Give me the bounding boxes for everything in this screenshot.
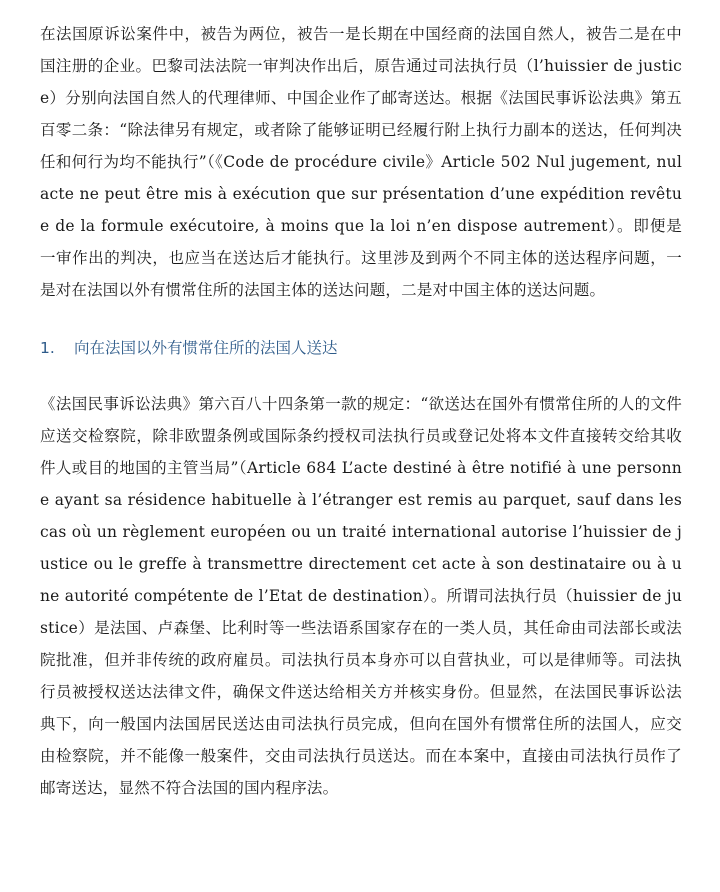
paragraph-2: 《法国民事诉讼法典》第六百八十四条第一款的规定：“欲送达在国外有惯常住所的人的文件应送交检察院，除非欧盟条例或国际条约授权司法执行员或登记处将本文件直接转交给其收件人或目的地国的主管当局”（Article 684 L’acte destiné à être notifié à une personne ayant sa résidence habituelle à l’étranger est remis au parquet, sauf dans les cas où un règlement européen ou un traité international autorise l’huissier de justice ou le greffe à transmettre directement cet acte à son destinataire ou à une autorité compétente de l’Etat de destination）。所谓司法执行员（huissier de justice）是法国、卢森堡、比利时等一些法语系国家存在的一类人员，其任命由司法部长或法院批准，但并非传统的政府雇员。司法执行员本身亦可以自营执业，可以是律师等。司法执行员被授权送达法律文件，确保文件送达给相关方并核实身份。但显然，在法国民事诉讼法典下，向一般国内法国居民送达由司法执行员完成，但向在国外有惯常住所的法国人，应交由检察院，并不能像一般案件，交由司法执行员送达。而在本案中，直接由司法执行员作了邮寄送达，显然不符合法国的国内程序法。	[40, 395, 682, 797]
paragraph-1: 在法国原诉讼案件中，被告为两位，被告一是长期在中国经商的法国自然人，被告二是在中国注册的企业。巴黎司法法院一审判决作出后，原告通过司法执行员（l’huissier de justice）分别向法国自然人的代理律师、中国企业作了邮寄送达。根据《法国民事诉讼法典》第五百零二条：“除法律另有规定，或者除了能够证明已经履行附上执行力副本的送达，任何判决任和何行为均不能执行”（《Code de procédure civile》Article 502 Nul jugement, nul acte ne peut être mis à exécution que sur présentation d’une expédition revêtue de la formule exécutoire, à moins que la loi n’en dispose autrement）。即便是一审作出的判决，也应当在送达后才能执行。这里涉及到两个不同主体的送达程序问题，一是对在法国以外有惯常住所的法国主体的送达问题，二是对中国主体的送达问题。	[40, 25, 682, 299]
section-heading-number: 1.	[40, 339, 55, 357]
section-heading	[40, 332, 682, 364]
document-body	[40, 18, 682, 804]
section-heading-text: 向在法国以外有惯常住所的法国人送达	[74, 339, 338, 357]
